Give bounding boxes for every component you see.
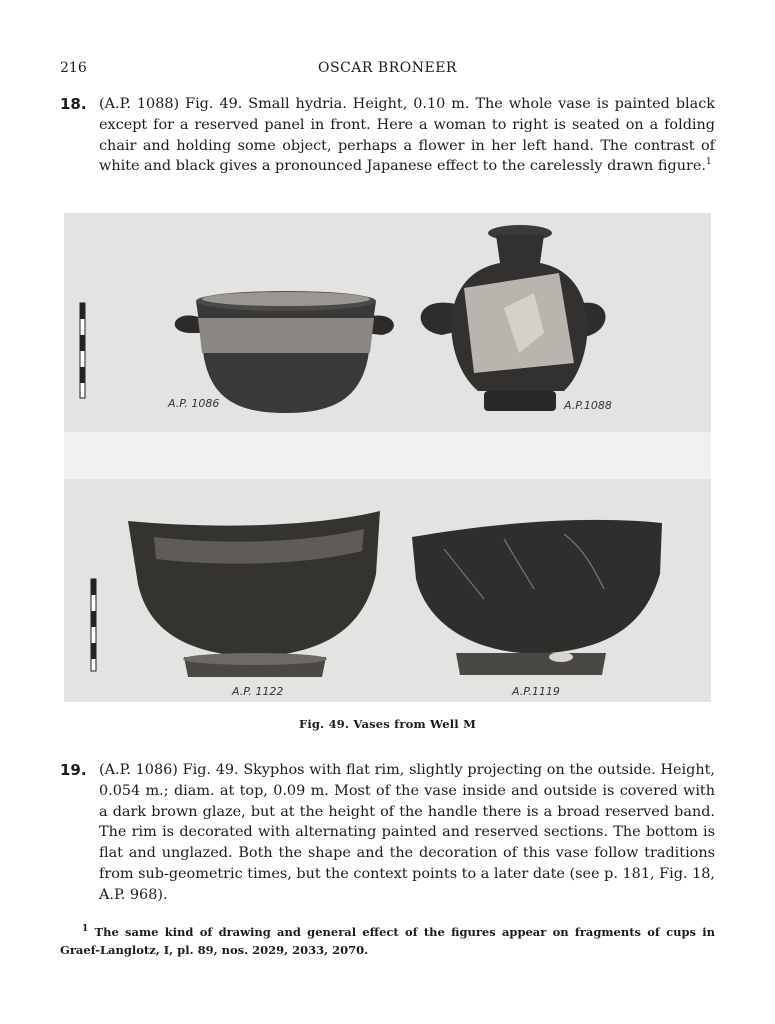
label-bowl-1119: A.P.1119 xyxy=(512,685,560,698)
entry-number: 19. xyxy=(60,761,87,779)
scale-bar-icon xyxy=(91,579,96,671)
scale-bar-icon xyxy=(80,303,85,398)
entry-body: (A.P. 1088) Fig. 49. Small hydria. Height, 0.10 m. The whole vase is painted black except for a reserved panel in front. Here a woman to right is seated on a folding chair and holding some object, perhaps a flower in her left hand. The contrast of white and black gives a pronounced Japanese effect to the carelessly drawn figure. xyxy=(99,96,715,175)
skyphos-image xyxy=(175,291,394,413)
entry-text xyxy=(99,94,715,177)
page-number: 216 xyxy=(60,60,87,76)
entry-number: 18. xyxy=(60,95,87,113)
hydria-image xyxy=(421,225,606,411)
footnote-marker: 1 xyxy=(82,924,89,935)
catalogue-entry-19 xyxy=(60,760,715,906)
running-title: OSCAR BRONEER xyxy=(318,60,457,76)
vases-photo-lower xyxy=(64,479,711,702)
bowl-1122-image xyxy=(128,511,380,677)
label-bowl-1122: A.P. 1122 xyxy=(232,685,284,698)
photo-plate-lower xyxy=(64,479,711,702)
bowl-1119-image xyxy=(412,520,662,675)
footnote-ref: 1 xyxy=(705,157,712,168)
label-skyphos: A.P. 1086 xyxy=(168,397,220,410)
footnote-text: The same kind of drawing and general effect of the figures appear on fragments of cups in Graef-Langlotz, I, pl. 89, nos. 2029, 2033, 2070. xyxy=(60,925,715,957)
entry-text: (A.P. 1086) Fig. 49. Skyphos with flat rim, slightly projecting on the outside. Height, 0.054 m.; diam. at top, 0.09 m. Most of the vase inside and outside is covered with a dark brown glaze, but at the height of the handle there is a broad reserved band. The rim is decorated with alternating painted and reserved sections. The bottom is flat and unglazed. Both the shape and the decoration of this vase follow traditions from sub-geometric times, but the context points to a later date (see p. 181, Fig. 18, A.P. 968). xyxy=(99,762,715,903)
plate-divider xyxy=(64,432,711,479)
vases-photo-upper xyxy=(64,213,711,432)
running-header xyxy=(60,60,715,82)
footnote xyxy=(60,924,715,959)
label-hydria: A.P.1088 xyxy=(564,399,612,412)
catalogue-entry-18 xyxy=(60,94,715,177)
figure-caption: Fig. 49. Vases from Well M xyxy=(299,717,476,731)
photo-plate-upper xyxy=(64,213,711,432)
